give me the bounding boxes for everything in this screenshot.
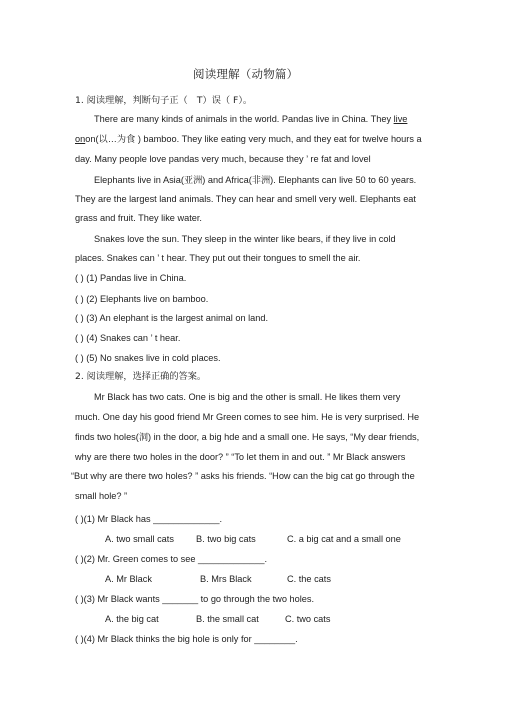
passage2-line-3: finds two holes(洞) in the door, a big hde and a small one. He says, “My dear friends,	[75, 432, 420, 442]
option-c[interactable]: C. two cats	[285, 614, 331, 624]
statement: (4) Snakes can ’ t hear.	[86, 333, 181, 343]
judge-item	[75, 332, 180, 344]
option-b[interactable]: B. the small cat	[196, 614, 259, 624]
passage1-line-3: day. Many people love pandas very much, because they ’ re fat and lovel	[75, 154, 371, 164]
judge-item	[75, 312, 268, 324]
passage2-line-1: Mr Black has two cats. One is big and the other is small. He likes them very	[94, 392, 401, 402]
option-a[interactable]: A. Mr Black	[105, 574, 152, 584]
passage1-line-5: They are the largest land animals. They can hear and smell very well. Elephants eat	[75, 194, 416, 204]
answer-bracket[interactable]: ( )	[75, 514, 84, 524]
option-b[interactable]: B. two big cats	[196, 534, 256, 544]
passage1-line-1	[94, 113, 407, 125]
answer-bracket[interactable]: ( )	[75, 594, 84, 604]
passage2-line-6: small hole? ”	[75, 491, 128, 501]
judge-item	[75, 352, 221, 364]
option-a[interactable]: A. the big cat	[105, 614, 159, 624]
answer-bracket[interactable]: ( )	[75, 554, 84, 564]
statement: (5) No snakes live in cold places.	[86, 353, 221, 363]
question-text: (4) Mr Black thinks the big hole is only for ________.	[83, 634, 298, 644]
section1-heading: 1. 阅读理解，判断句子正（ T）误（ F）。	[75, 95, 253, 106]
passage1-line-8: places. Snakes can ’ t hear. They put out their tongues to smell the air.	[75, 253, 361, 263]
statement: (1) Pandas live in China.	[86, 273, 187, 283]
judge-item	[75, 293, 208, 305]
underlined-word-on: on	[75, 134, 86, 144]
passage1-text: on(以…为食 ) bamboo. They like eating very much, and they eat for twelve hours a	[85, 134, 422, 144]
question	[75, 553, 267, 565]
page-title: 阅读理解（动物篇）	[193, 67, 299, 81]
answer-bracket[interactable]: ( )	[75, 353, 84, 363]
question	[75, 593, 314, 605]
answer-bracket[interactable]: ( )	[75, 333, 84, 343]
section2-heading: 2. 阅读理解，选择正确的答案。	[75, 371, 207, 382]
passage1-line-6: grass and fruit. They like water.	[75, 213, 202, 223]
question	[75, 513, 222, 525]
passage1-line-7: Snakes love the sun. They sleep in the winter like bears, if they live in cold	[94, 234, 396, 244]
passage1-line-2	[75, 133, 422, 145]
passage1-line-4: Elephants live in Asia(亚洲) and Africa(非洲). Elephants can live 50 to 60 years.	[94, 175, 417, 185]
passage2-line-5: “But why are there two holes? ” asks his friends. “How can the big cat go through the	[71, 471, 415, 481]
answer-bracket[interactable]: ( )	[75, 294, 84, 304]
passage2-line-2: much. One day his good friend Mr Green comes to see him. He is very surprised. He	[75, 412, 420, 422]
answer-bracket[interactable]: ( )	[75, 634, 84, 644]
question-text: (1) Mr Black has _____________.	[83, 514, 223, 524]
question-text: (3) Mr Black wants _______ to go through the two holes.	[83, 594, 315, 604]
option-c[interactable]: C. the cats	[287, 574, 331, 584]
passage2-line-4: why are there two holes in the door? ” “To let them in and out. ” Mr Black answers	[75, 452, 406, 462]
statement: (2) Elephants live on bamboo.	[86, 294, 209, 304]
answer-bracket[interactable]: ( )	[75, 273, 84, 283]
passage1-text: There are many kinds of animals in the world. Pandas live in China. They	[94, 114, 394, 124]
question	[75, 633, 298, 645]
option-a[interactable]: A. two small cats	[105, 534, 174, 544]
statement: (3) An elephant is the largest animal on land.	[86, 313, 269, 323]
option-c[interactable]: C. a big cat and a small one	[287, 534, 401, 544]
underlined-word: live	[393, 114, 408, 124]
answer-bracket[interactable]: ( )	[75, 313, 84, 323]
option-b[interactable]: B. Mrs Black	[200, 574, 252, 584]
question-text: (2) Mr. Green comes to see _____________.	[83, 554, 268, 564]
judge-item	[75, 272, 186, 284]
